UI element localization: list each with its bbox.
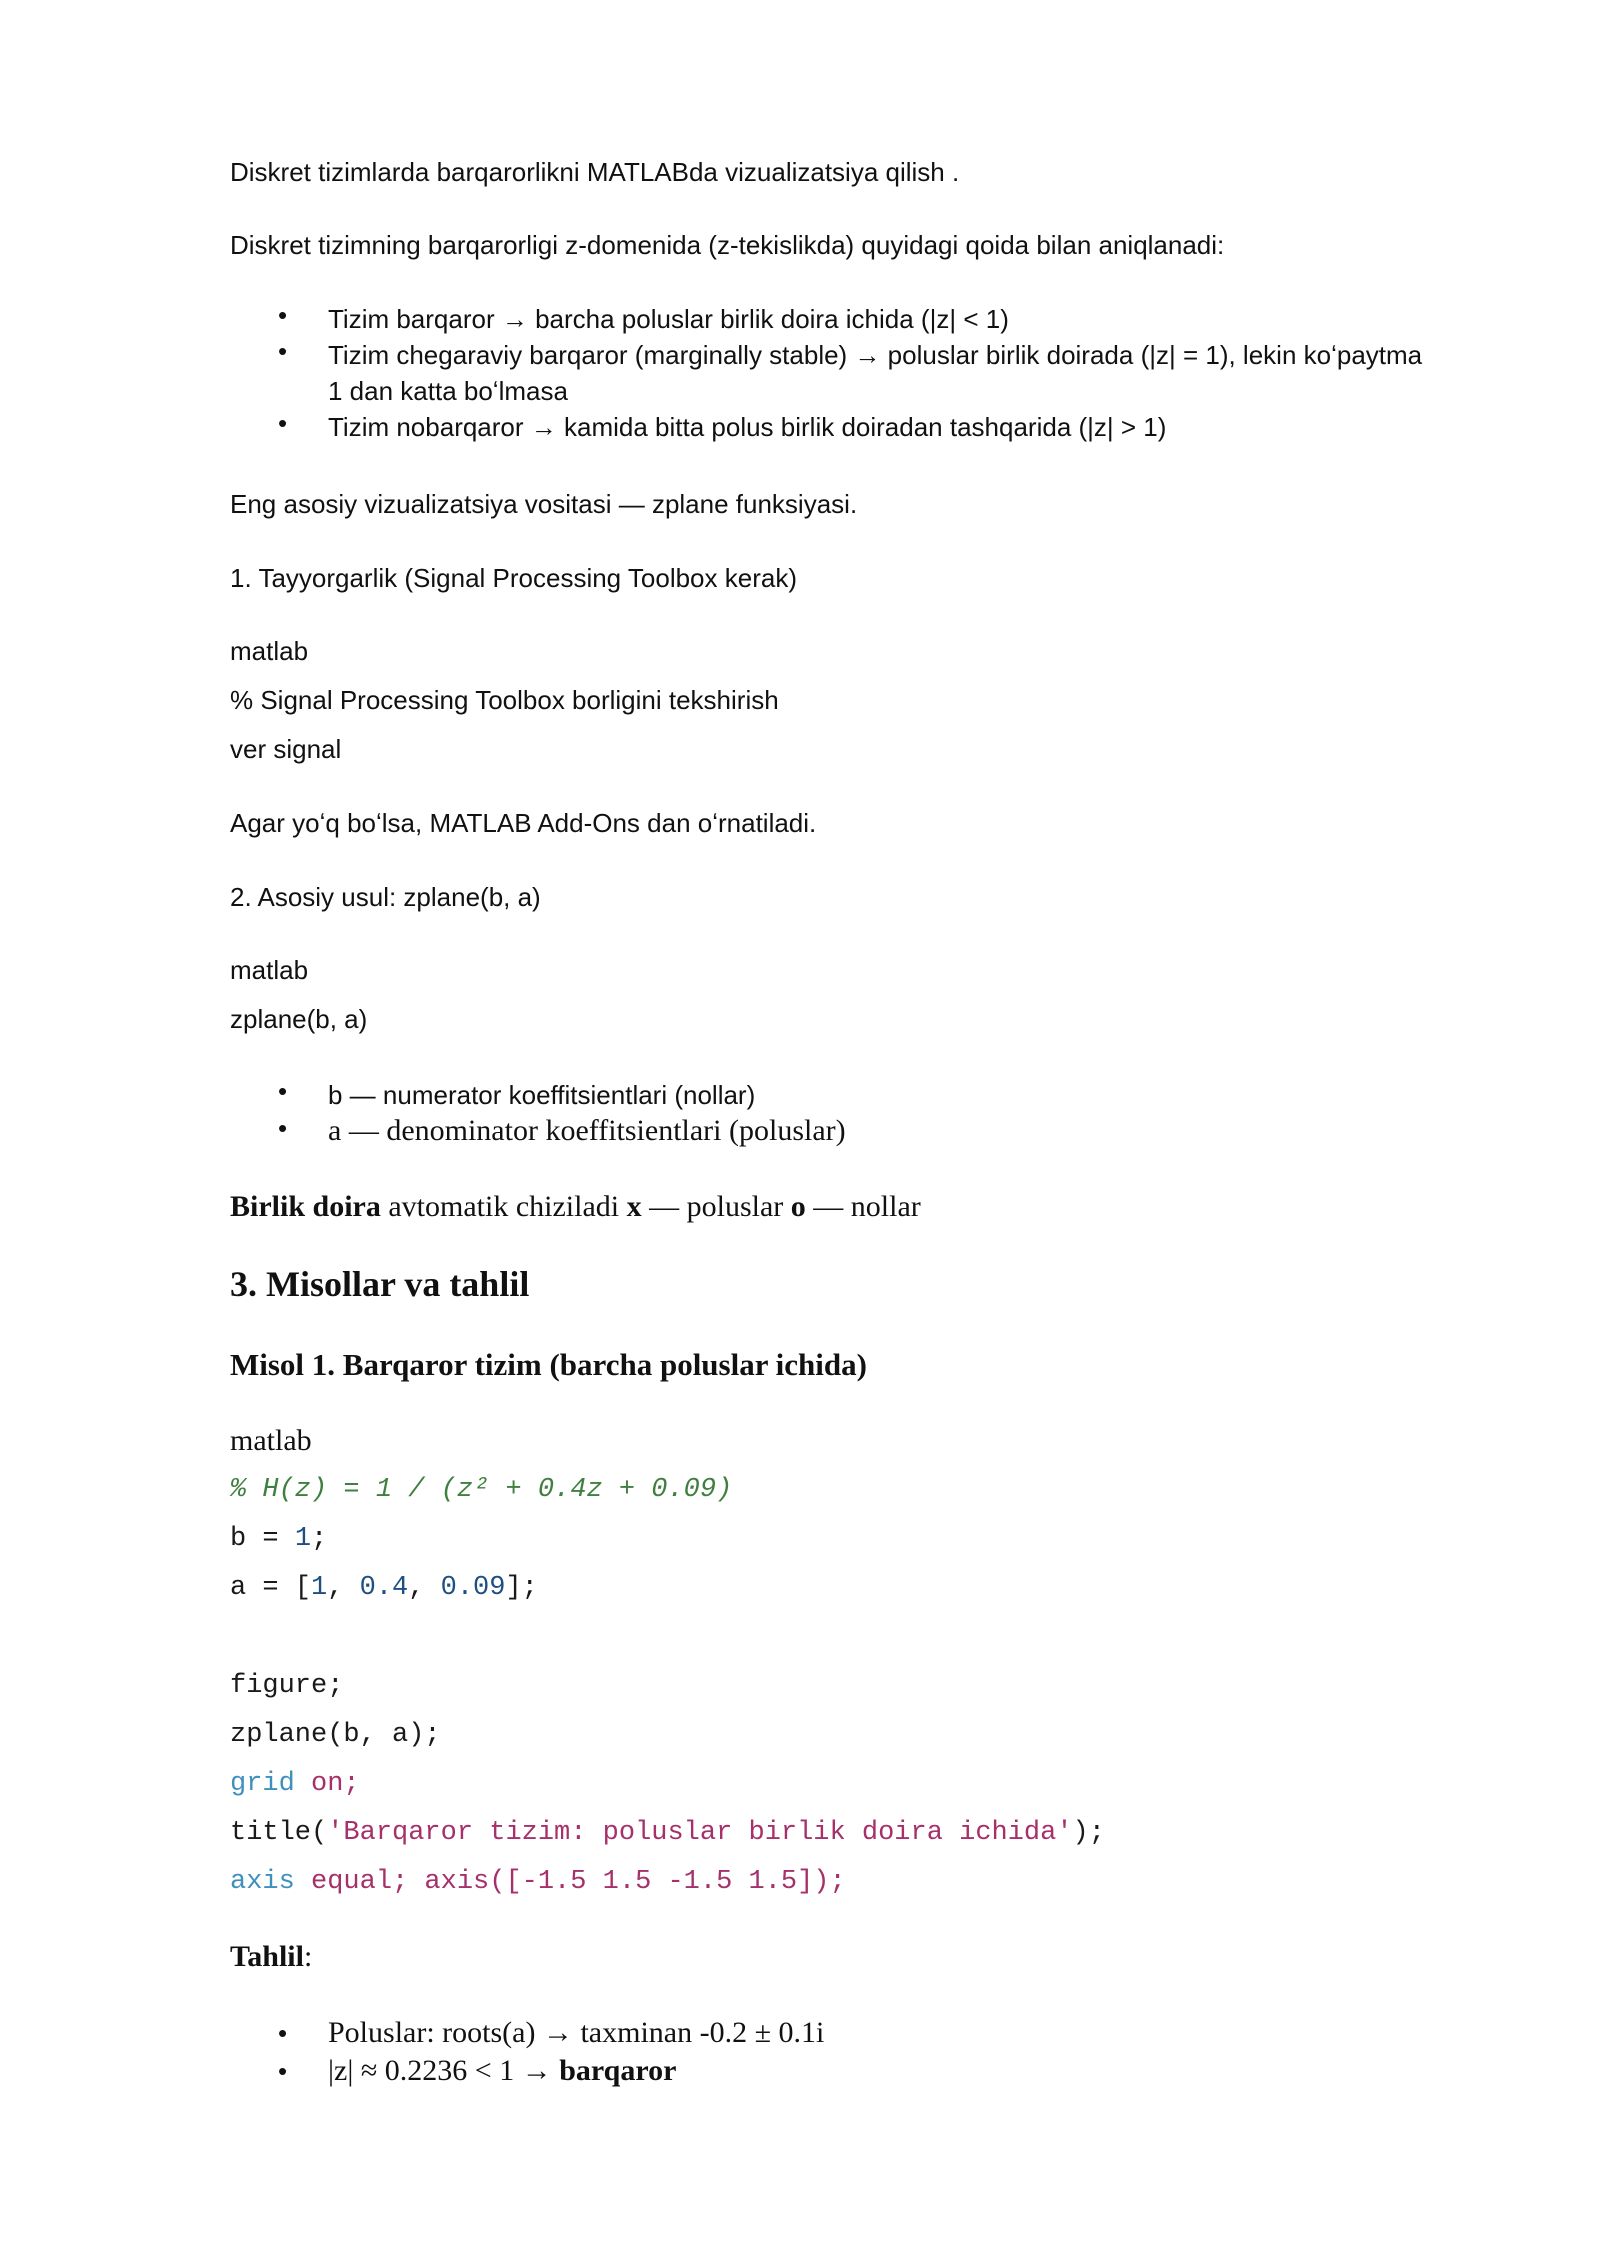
list-item: Tizim nobarqaror → kamida bitta polus birlik doiradan tashqarida (|z| > 1): [328, 412, 1167, 442]
code-line: [230, 1815, 1105, 1851]
list-item-text: |z| ≈ 0.2236 < 1 →: [328, 2054, 560, 2087]
code-arg: equal; axis([-1.5 1.5 -1.5 1.5]);: [294, 1867, 846, 1897]
stability-rule-text: Diskret tizimning barqarorligi z-domenida (z-tekislikda) quyidagi qoida bilan aniqlanadi:: [230, 230, 1225, 260]
code-language-label: matlab: [230, 955, 309, 985]
code-line: zplane(b, a);: [230, 1720, 441, 1750]
code-arg: on;: [294, 1769, 360, 1799]
code-number: 0.09: [440, 1573, 506, 1603]
code-string: 'Barqaror tizim: poluslar birlik doira ichida': [327, 1818, 1073, 1848]
list-item: [328, 2052, 676, 2090]
code-token: ;: [311, 1524, 328, 1554]
list-item: a — denominator koeffitsientlari (poluslar): [328, 1114, 846, 1147]
bullet-marker: •: [278, 1113, 288, 1143]
code-number: 1: [294, 1524, 312, 1554]
document-title: Diskret tizimlarda barqarorlikni MATLABda vizualizatsiya qilish .: [230, 157, 960, 187]
code-number: 1: [311, 1573, 328, 1603]
analysis-label-bold: Tahlil: [230, 1940, 304, 1973]
code-line: [230, 1864, 846, 1900]
bullet-marker: •: [278, 2056, 288, 2086]
list-item-continuation: 1 dan katta boʻlmasa: [328, 376, 568, 406]
plot-legend-text: [230, 1188, 921, 1226]
legend-text: — nollar: [805, 1190, 921, 1223]
legend-bold: Birlik doira: [230, 1190, 381, 1223]
bullet-marker: •: [278, 2018, 288, 2048]
legend-text: — poluslar: [641, 1190, 791, 1223]
code-line: figure;: [230, 1671, 344, 1701]
section3-heading: 3. Misollar va tahlil: [230, 1264, 530, 1304]
code-token: ,: [327, 1573, 360, 1603]
code-language-label: matlab: [230, 636, 309, 666]
list-item: b — numerator koeffitsientlari (nollar): [328, 1080, 756, 1110]
section1-heading: 1. Tayyorgarlik (Signal Processing Toolbox kerak): [230, 563, 797, 593]
code-token: ];: [505, 1573, 538, 1603]
code-token: a = [: [230, 1573, 312, 1603]
code-line: zplane(b, a): [230, 1004, 368, 1034]
code-token: ,: [408, 1573, 441, 1603]
code-line: ver signal: [230, 734, 342, 764]
code-token: title(: [230, 1818, 328, 1848]
list-item: Tizim barqaror → barcha poluslar birlik doira ichida (|z| < 1): [328, 304, 1009, 334]
code-token: );: [1072, 1818, 1105, 1848]
bullet-marker: •: [278, 300, 288, 330]
list-item: Poluslar: roots(a) → taxminan -0.2 ± 0.1i: [328, 2016, 825, 2049]
list-item: Tizim chegaraviy barqaror (marginally stable) → poluslar birlik doirada (|z| = 1), lekin koʻpaytma: [328, 340, 1423, 370]
bullet-marker: •: [278, 336, 288, 366]
analysis-colon: :: [303, 1940, 313, 1973]
code-language-label: matlab: [230, 1424, 312, 1457]
bullet-marker: •: [278, 1076, 288, 1106]
code-number: 0.4: [359, 1573, 409, 1603]
install-note: Agar yoʻq boʻlsa, MATLAB Add-Ons dan oʻrnatiladi.: [230, 808, 817, 838]
code-line: [230, 1570, 538, 1606]
code-line: % Signal Processing Toolbox borligini tekshirish: [230, 685, 779, 715]
code-keyword: grid: [230, 1769, 295, 1799]
code-line: [230, 1766, 360, 1802]
bullet-marker: •: [278, 408, 288, 438]
code-token: b =: [230, 1524, 295, 1554]
legend-bold: x: [626, 1190, 642, 1223]
code-keyword: axis: [230, 1867, 295, 1897]
code-comment: % H(z) = 1 / (z² + 0.4z + 0.09): [230, 1475, 733, 1505]
list-item-bold: barqaror: [559, 2054, 677, 2087]
legend-text: avtomatik chiziladi: [380, 1190, 627, 1223]
section2-heading: 2. Asosiy usul: zplane(b, a): [230, 882, 541, 912]
analysis-label: [230, 1938, 312, 1976]
main-tool-text: Eng asosiy vizualizatsiya vositasi — zplane funksiyasi.: [230, 489, 858, 519]
legend-bold: o: [790, 1190, 806, 1223]
code-line: [230, 1521, 327, 1557]
example1-heading: Misol 1. Barqaror tizim (barcha poluslar ichida): [230, 1347, 867, 1382]
